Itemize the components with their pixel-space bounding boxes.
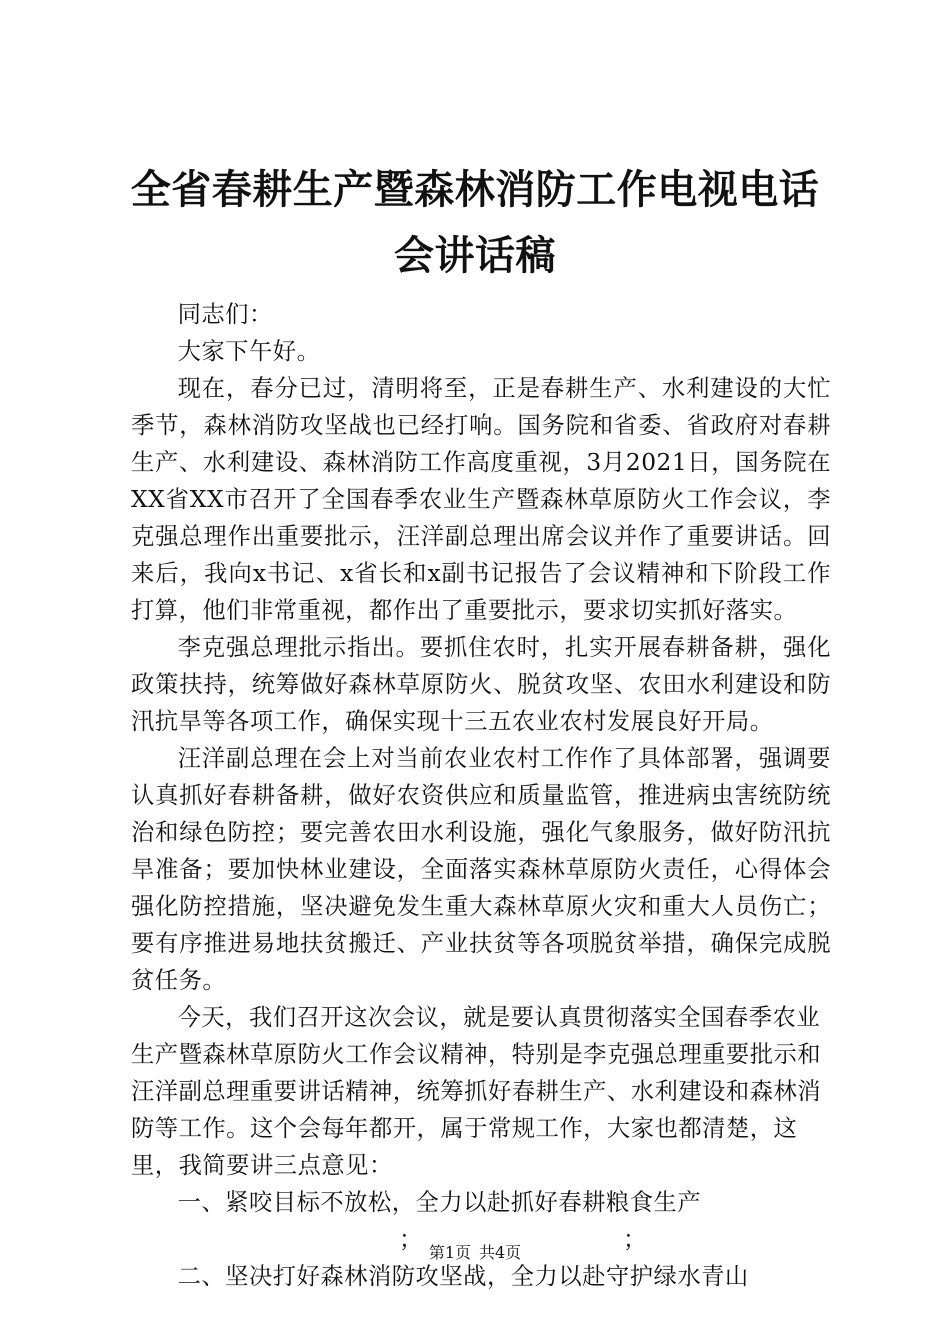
semicolon: ； bbox=[399, 1226, 423, 1253]
paragraph: 今天，我们召开这次会议，就是要认真贯彻落实全国春季农业生产暨森林草原防火工作会议精神，特别是李克强总理重要批示和汪洋副总理重要讲话精神，统筹抓好春耕生产、水利建设和森林消防等工作。这个会每年都开，属于常规工作，大家也都清楚，这里，我简要讲三点意见： bbox=[131, 1004, 822, 1179]
semicolon: ； bbox=[623, 1226, 647, 1253]
paragraph: 李克强总理批示指出。要抓住农时，扎实开展春耕备耕，强化政策扶持，统筹做好森林草原防火、脱贫攻坚、农田水利建设和防汛抗旱等各项工作，确保实现十三五农业农村发展良好开局。 bbox=[131, 634, 831, 735]
section-heading: 二、坚决打好森林消防攻坚战，全力以赴守护绿水青山 bbox=[177, 1263, 749, 1290]
document-title: 全省春耕生产暨森林消防工作电视电话会讲话稿 bbox=[130, 167, 820, 279]
page-footer bbox=[0, 1243, 950, 1263]
paragraph: 汪洋副总理在会上对当前农业农村工作作了具体部署，强调要认真抓好春耕备耕，做好农资供应和质量监管，推进病虫害统防统治和绿色防控；要完善农田水利设施，强化气象服务，做好防汛抗旱准备；要加快林业建设，全面落实森林草原防火责任，心得体会强化防控措施，坚决避免发生重大森林草原火灾和重大人员伤亡；要有序推进易地扶贫搬迁、产业扶贫等各项脱贫举措，确保完成脱贫任务。 bbox=[131, 745, 831, 994]
section-heading: 一、紧咬目标不放松，全力以赴抓好春耕粮食生产 bbox=[177, 1189, 702, 1216]
page-total: 共4页 bbox=[479, 1243, 522, 1262]
document-body bbox=[131, 296, 831, 1295]
salutation: 大家下午好。 bbox=[177, 338, 321, 365]
greeting: 同志们： bbox=[177, 301, 273, 328]
page-number: 第1页 bbox=[428, 1243, 471, 1262]
paragraph: 现在，春分已过，清明将至，正是春耕生产、水利建设的大忙季节，森林消防攻坚战也已经打响。国务院和省委、省政府对春耕生产、水利建设、森林消防工作高度重视，3月2021日，国务院在XX省XX市召开了全国春季农业生产暨森林草原防火工作会议，李克强总理作出重要批示，汪洋副总理出席会议并作了重要讲话。回来后，我向x书记、x省长和x副书记报告了会议精神和下阶段工作打算，他们非常重视，都作出了重要批示，要求切实抓好落实。 bbox=[131, 375, 831, 624]
